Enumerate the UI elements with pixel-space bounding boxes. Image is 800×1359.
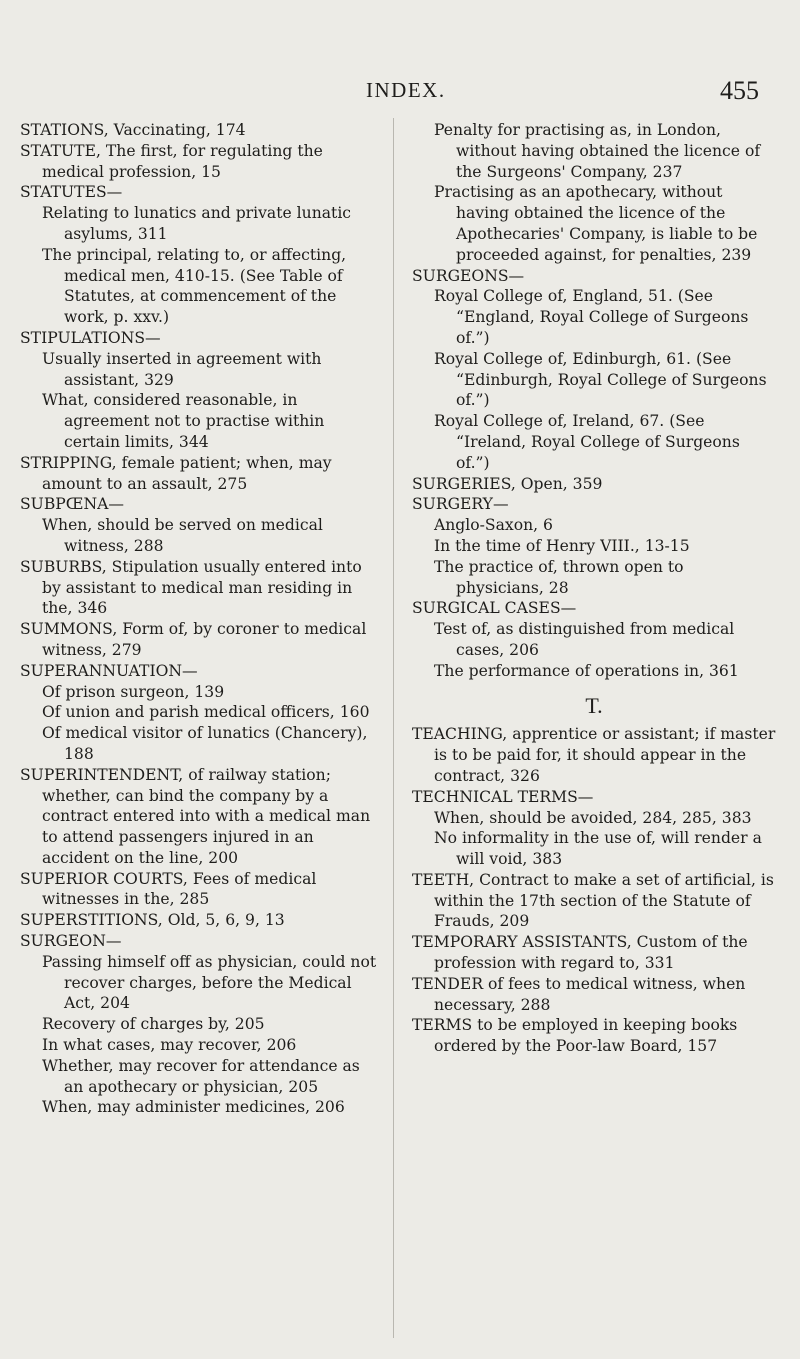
index-entry: TEMPORARY ASSISTANTS, Custom of the profession with regard to, 331 [412,933,748,973]
right-column [412,120,776,1057]
index-entry: STATUTE, The first, for regulating the medical profession, 15 [20,141,323,181]
index-entry: TEETH, Contract to make a set of artificial, is within the 17th section of the Statute of Frauds, 209 [412,870,774,931]
index-subentry: Test of, as distinguished from medical cases, 206 [434,620,735,659]
index-subentry: Recovery of charges by, 205 [42,1015,265,1034]
index-entry: SUPERANNUATION— [20,661,198,680]
index-entry: SUPERIOR COURTS, Fees of medical witnesses in the, 285 [20,869,317,909]
index-entry: SURGERY— [412,495,509,514]
index-entry: SURGEON— [20,932,122,951]
index-subentry: The principal, relating to, or affecting, medical men, 410-15. (See Table of Statutes, at commencement of the work, p. xxv.) [42,245,347,327]
index-subentry: What, considered reasonable, in agreement not to practise within certain limits, 344 [42,391,325,451]
index-subentry: When, should be served on medical witness, 288 [42,516,323,555]
index-subentry: Of medical visitor of lunatics (Chancery), 188 [42,724,368,763]
index-entry: TECHNICAL TERMS— [412,787,594,806]
index-entry: TENDER of fees to medical witness, when necessary, 288 [412,974,746,1014]
index-entry: SUBURBS, Stipulation usually entered into by assistant to medical man residing in the, 346 [20,557,362,618]
page-header [0,76,800,116]
index-subentry: Practising as an apothecary, without having obtained the licence of the Apothecaries' Company, is liable to be proceeded against, for penalties, 239 [434,183,758,264]
index-subentry: Usually inserted in agreement with assistant, 329 [42,349,322,389]
column-divider [393,118,394,1338]
index-subentry: In what cases, may recover, 206 [42,1036,297,1055]
index-subentry: In the time of Henry VIII., 13-15 [434,536,690,555]
left-column [20,120,382,1118]
index-subentry: Of prison surgeon, 139 [42,682,225,701]
section-letter: T. [585,692,603,718]
index-entry: SUMMONS, Form of, by coroner to medical witness, 279 [20,620,367,659]
index-subentry: Anglo-Saxon, 6 [434,516,553,535]
index-subentry: Of union and parish medical officers, 160 [42,703,370,722]
index-subentry: Relating to lunatics and private lunatic asylums, 311 [42,204,352,243]
index-entry: SUBPŒNA— [20,495,125,514]
index-subentry: The practice of, thrown open to physicians, 28 [434,557,684,597]
index-subentry: Royal College of, Edinburgh, 61. (See “Edinburgh, Royal College of Surgeons of.”) [434,349,767,410]
index-subentry: No informality in the use of, will render a will void, 383 [434,829,762,869]
running-title: INDEX. [366,78,446,102]
index-entry: SURGICAL CASES— [412,599,577,618]
index-entry: TERMS to be employed in keeping books ordered by the Poor-law Board, 157 [412,1016,738,1056]
index-entry: STATIONS, Vaccinating, 174 [20,121,246,139]
index-entry: SUPERINTENDENT, of railway station; whether, can bind the company by a contract entered into with a medical man to attend passengers injured in an accident on the line, 200 [20,765,371,867]
index-entry: STATUTES— [20,183,123,202]
index-subentry: Whether, may recover for attendance as an apothecary or physician, 205 [42,1056,360,1096]
index-entry: SURGERIES, Open, 359 [412,474,603,493]
index-entry: STRIPPING, female patient; when, may amount to an assault, 275 [20,453,332,493]
index-entry: SUPERSTITIONS, Old, 5, 6, 9, 13 [20,911,285,930]
index-subentry: Penalty for practising as, in London, without having obtained the licence of the Surgeons' Company, 237 [434,121,761,181]
index-subentry: Royal College of, Ireland, 67. (See “Ireland, Royal College of Surgeons of.”) [434,412,740,472]
index-entry: STIPULATIONS— [20,328,161,347]
page-number: 455 [720,76,759,105]
index-entry: TEACHING, apprentice or assistant; if master is to be paid for, it should appear in the contract, 326 [412,725,776,785]
index-entry: SURGEONS— [412,266,525,285]
index-subentry: The performance of operations in, 361 [434,661,739,680]
index-subentry: Passing himself off as physician, could not recover charges, before the Medical Act, 204 [42,952,377,1013]
index-subentry: When, should be avoided, 284, 285, 383 [434,808,752,827]
index-subentry: Royal College of, England, 51. (See “England, Royal College of Surgeons of.”) [434,287,749,347]
index-subentry: When, may administer medicines, 206 [42,1098,345,1117]
